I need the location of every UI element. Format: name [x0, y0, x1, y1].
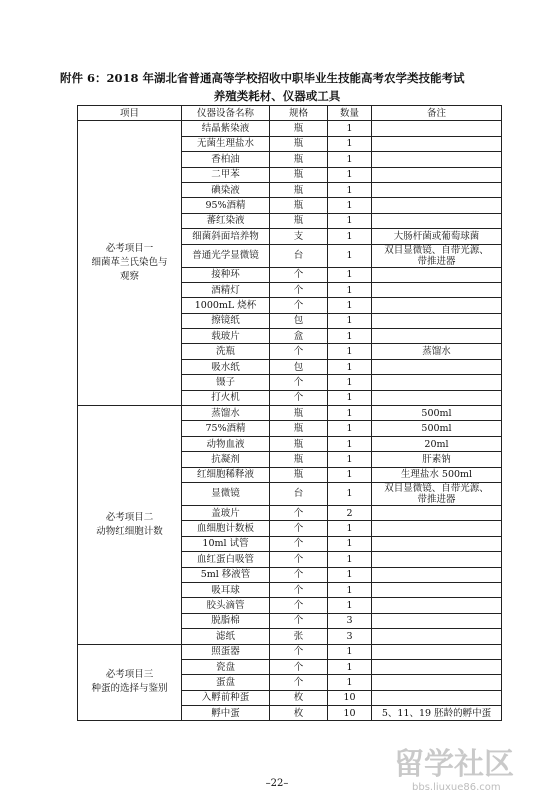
spec-cell: 个 — [270, 282, 328, 297]
quantity-cell: 10 — [328, 706, 372, 721]
quantity-cell: 1 — [328, 644, 372, 659]
equipment-name-cell: 蛋盘 — [182, 675, 270, 690]
remarks-cell — [372, 482, 502, 505]
quantity-cell: 1 — [328, 329, 372, 344]
document-title-line1: 附件 6：2018 年湖北省普通高等学校招收中职毕业生技能高考农学类技能考试 — [60, 71, 465, 85]
equipment-name-cell: 血红蛋白吸管 — [182, 552, 270, 567]
remarks-cell — [372, 690, 502, 705]
equipment-name-cell: 香柏油 — [182, 152, 270, 167]
spec-cell: 盒 — [270, 329, 328, 344]
equipment-name-cell: 瓷盘 — [182, 659, 270, 674]
remarks-cell — [372, 213, 502, 228]
quantity-cell: 1 — [328, 213, 372, 228]
remarks-cell — [372, 313, 502, 328]
spec-cell: 个 — [270, 567, 328, 582]
equipment-name-cell: 吸水纸 — [182, 359, 270, 374]
page-number: –22– — [265, 778, 289, 789]
quantity-cell: 3 — [328, 613, 372, 628]
remarks-line: 双目显微镜、自带光源、 — [384, 244, 489, 256]
remarks-cell: 5、11、19 胚龄的孵中蛋 — [372, 706, 502, 721]
project-cell — [78, 121, 182, 406]
quantity-cell: 2 — [328, 505, 372, 520]
document-title-line2: 养殖类耗材、仪器或工具 — [213, 89, 341, 103]
spec-cell: 枚 — [270, 706, 328, 721]
remarks-line: 带推进器 — [417, 493, 456, 505]
spec-cell: 支 — [270, 229, 328, 244]
quantity-cell: 1 — [328, 390, 372, 405]
spec-cell: 包 — [270, 313, 328, 328]
equipment-name-cell: 二甲苯 — [182, 167, 270, 182]
quantity-cell: 1 — [328, 436, 372, 451]
watermark-text: 留学社区 — [394, 747, 514, 782]
quantity-cell: 1 — [328, 136, 372, 151]
equipment-name-cell: 胶头滴管 — [182, 598, 270, 613]
project-label-line: 细菌革兰氏染色与 — [91, 257, 168, 269]
spec-cell: 包 — [270, 359, 328, 374]
table-header-row — [78, 106, 502, 121]
project-label-line: 观察 — [119, 271, 139, 283]
project-cell — [78, 406, 182, 644]
equipment-name-cell: 红细胞稀释液 — [182, 467, 270, 482]
quantity-cell: 10 — [328, 690, 372, 705]
spec-cell: 台 — [270, 482, 328, 505]
remarks-cell — [372, 282, 502, 297]
equipment-name-cell: 洗瓶 — [182, 344, 270, 359]
remarks-line: 双目显微镜、自带光源、 — [384, 482, 489, 494]
equipment-name-cell: 蕃红染液 — [182, 213, 270, 228]
spec-cell: 个 — [270, 644, 328, 659]
equipment-name-cell: 75%酒精 — [182, 421, 270, 436]
spec-cell: 个 — [270, 536, 328, 551]
quantity-cell: 1 — [328, 167, 372, 182]
header-project: 项目 — [78, 106, 182, 121]
quantity-cell: 1 — [328, 244, 372, 267]
remarks-cell — [372, 375, 502, 390]
spec-cell: 瓶 — [270, 167, 328, 182]
quantity-cell: 1 — [328, 313, 372, 328]
equipment-name-cell: 载玻片 — [182, 329, 270, 344]
equipment-name-cell: 滤纸 — [182, 629, 270, 644]
equipment-name-cell: 动物血液 — [182, 436, 270, 451]
quantity-cell: 1 — [328, 121, 372, 136]
quantity-cell: 1 — [328, 182, 372, 197]
remarks-cell — [372, 505, 502, 520]
equipment-name-cell: 镊子 — [182, 375, 270, 390]
remarks-cell: 生理盐水 500ml — [372, 467, 502, 482]
project-label-line: 动物红细胞计数 — [96, 525, 163, 537]
table-row — [78, 121, 502, 136]
quantity-cell: 1 — [328, 282, 372, 297]
quantity-cell: 1 — [328, 521, 372, 536]
project-cell — [78, 644, 182, 721]
spec-cell: 枚 — [270, 690, 328, 705]
remarks-cell — [372, 521, 502, 536]
quantity-cell: 1 — [328, 567, 372, 582]
spec-cell: 个 — [270, 552, 328, 567]
remarks-cell: 500ml — [372, 406, 502, 421]
header-equipment-name: 仪器设备名称 — [182, 106, 270, 121]
equipment-name-cell: 10ml 试管 — [182, 536, 270, 551]
equipment-name-cell: 蒸馏水 — [182, 406, 270, 421]
equipment-name-cell: 照蛋器 — [182, 644, 270, 659]
remarks-cell — [372, 552, 502, 567]
spec-cell: 瓶 — [270, 152, 328, 167]
spec-cell: 瓶 — [270, 436, 328, 451]
quantity-cell: 1 — [328, 582, 372, 597]
quantity-cell: 3 — [328, 629, 372, 644]
quantity-cell: 1 — [328, 536, 372, 551]
remarks-line: 带推进器 — [417, 255, 456, 267]
quantity-cell: 1 — [328, 298, 372, 313]
spec-cell: 个 — [270, 675, 328, 690]
equipment-name-cell: 碘染液 — [182, 182, 270, 197]
spec-cell: 个 — [270, 659, 328, 674]
equipment-name-cell: 95%酒精 — [182, 198, 270, 213]
remarks-cell — [372, 329, 502, 344]
spec-cell: 个 — [270, 298, 328, 313]
project-label-line: 必考项目二 — [105, 511, 154, 523]
quantity-cell: 1 — [328, 152, 372, 167]
table-body — [78, 121, 502, 721]
quantity-cell: 1 — [328, 267, 372, 282]
quantity-cell: 1 — [328, 198, 372, 213]
equipment-name-cell: 血细胞计数板 — [182, 521, 270, 536]
remarks-cell: 大肠杆菌或葡萄球菌 — [372, 229, 502, 244]
remarks-cell — [372, 567, 502, 582]
equipment-name-cell: 细菌斜面培养物 — [182, 229, 270, 244]
remarks-cell: 蒸馏水 — [372, 344, 502, 359]
equipment-table — [77, 105, 502, 721]
spec-cell: 个 — [270, 598, 328, 613]
spec-cell: 个 — [270, 375, 328, 390]
remarks-cell — [372, 613, 502, 628]
equipment-name-cell: 普通光学显微镜 — [182, 244, 270, 267]
spec-cell: 瓶 — [270, 421, 328, 436]
equipment-name-cell: 无菌生理盐水 — [182, 136, 270, 151]
equipment-name-cell: 吸耳球 — [182, 582, 270, 597]
table-row — [78, 406, 502, 421]
remarks-cell — [372, 167, 502, 182]
table-row — [78, 644, 502, 659]
project-label-line: 种蛋的选择与鉴别 — [91, 683, 168, 695]
project-label-line: 必考项目一 — [105, 243, 154, 255]
header-remarks: 备注 — [372, 106, 502, 121]
equipment-name-cell: 打火机 — [182, 390, 270, 405]
remarks-cell — [372, 198, 502, 213]
quantity-cell: 1 — [328, 675, 372, 690]
remarks-cell — [372, 244, 502, 267]
quantity-cell: 1 — [328, 344, 372, 359]
spec-cell: 瓶 — [270, 182, 328, 197]
spec-cell: 个 — [270, 521, 328, 536]
remarks-cell — [372, 390, 502, 405]
equipment-name-cell: 抗凝剂 — [182, 452, 270, 467]
quantity-cell: 1 — [328, 552, 372, 567]
quantity-cell: 1 — [328, 359, 372, 374]
quantity-cell: 1 — [328, 598, 372, 613]
remarks-cell — [372, 536, 502, 551]
equipment-name-cell: 入孵前种蛋 — [182, 690, 270, 705]
remarks-cell — [372, 182, 502, 197]
quantity-cell: 1 — [328, 452, 372, 467]
remarks-cell — [372, 267, 502, 282]
spec-cell: 瓶 — [270, 467, 328, 482]
remarks-cell — [372, 298, 502, 313]
equipment-name-cell: 擦镜纸 — [182, 313, 270, 328]
equipment-name-cell: 接种环 — [182, 267, 270, 282]
spec-cell: 个 — [270, 390, 328, 405]
equipment-name-cell: 酒精灯 — [182, 282, 270, 297]
project-label-line: 必考项目三 — [105, 669, 154, 681]
spec-cell: 个 — [270, 505, 328, 520]
spec-cell: 瓶 — [270, 452, 328, 467]
spec-cell: 个 — [270, 267, 328, 282]
equipment-name-cell: 1000mL 烧杯 — [182, 298, 270, 313]
remarks-cell: 肝素钠 — [372, 452, 502, 467]
spec-cell: 张 — [270, 629, 328, 644]
header-quantity: 数量 — [328, 106, 372, 121]
remarks-cell — [372, 136, 502, 151]
remarks-cell — [372, 359, 502, 374]
remarks-cell — [372, 675, 502, 690]
spec-cell: 个 — [270, 613, 328, 628]
remarks-cell — [372, 152, 502, 167]
spec-cell: 瓶 — [270, 121, 328, 136]
remarks-cell: 20ml — [372, 436, 502, 451]
spec-cell: 个 — [270, 582, 328, 597]
spec-cell: 瓶 — [270, 213, 328, 228]
equipment-name-cell: 5ml 移液管 — [182, 567, 270, 582]
quantity-cell: 1 — [328, 467, 372, 482]
quantity-cell: 1 — [328, 421, 372, 436]
remarks-cell — [372, 644, 502, 659]
remarks-cell — [372, 582, 502, 597]
spec-cell: 台 — [270, 244, 328, 267]
watermark-url: bbs.liuxue86.com — [412, 782, 501, 793]
equipment-name-cell: 盖玻片 — [182, 505, 270, 520]
quantity-cell: 1 — [328, 659, 372, 674]
quantity-cell: 1 — [328, 229, 372, 244]
equipment-name-cell: 结晶紫染液 — [182, 121, 270, 136]
equipment-name-cell: 孵中蛋 — [182, 706, 270, 721]
remarks-cell — [372, 629, 502, 644]
remarks-cell — [372, 659, 502, 674]
header-spec: 规格 — [270, 106, 328, 121]
equipment-name-cell: 脱脂棉 — [182, 613, 270, 628]
spec-cell: 瓶 — [270, 198, 328, 213]
quantity-cell: 1 — [328, 482, 372, 505]
quantity-cell: 1 — [328, 375, 372, 390]
spec-cell: 瓶 — [270, 136, 328, 151]
quantity-cell: 1 — [328, 406, 372, 421]
remarks-cell — [372, 121, 502, 136]
watermark-logo — [392, 740, 542, 795]
remarks-cell: 500ml — [372, 421, 502, 436]
remarks-cell — [372, 598, 502, 613]
spec-cell: 个 — [270, 344, 328, 359]
spec-cell: 瓶 — [270, 406, 328, 421]
equipment-name-cell: 显微镜 — [182, 482, 270, 505]
